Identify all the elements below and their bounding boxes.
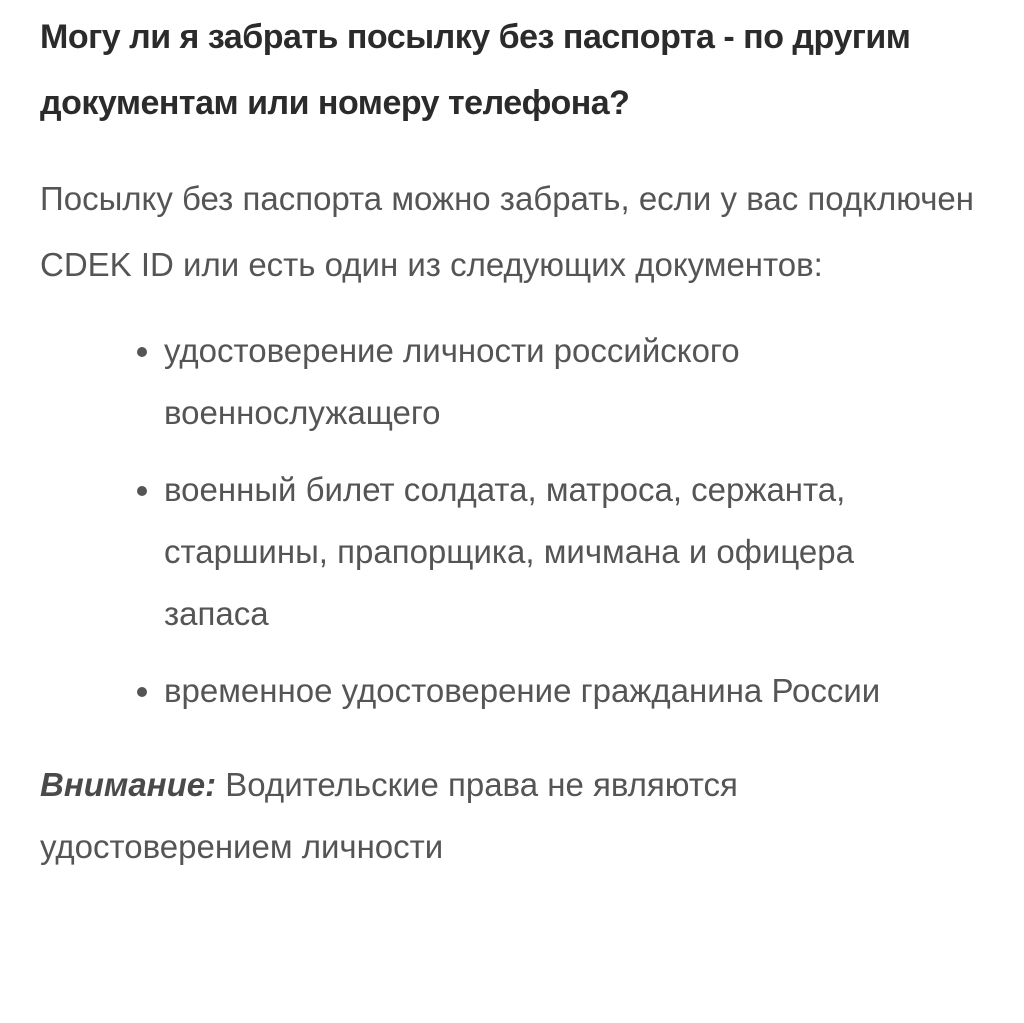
faq-article <box>40 0 1000 878</box>
faq-answer-intro: Посылку без паспорта можно забрать, если у вас подключен CDEK ID или есть один из следующих документов: <box>40 180 974 283</box>
list-item <box>164 459 964 645</box>
list-item <box>164 660 964 722</box>
faq-question-title: Могу ли я забрать посылку без паспорта - по другим документам или номеру телефона? <box>40 18 911 122</box>
documents-list <box>40 320 1000 722</box>
bullet-icon <box>137 687 147 697</box>
attention-label: Внимание: <box>40 766 217 803</box>
attention-note <box>40 754 860 878</box>
list-item-text: военный билет солдата, матроса, сержанта, старшины, прапорщика, мичмана и офицера запаса <box>164 471 854 632</box>
list-item-text: удостоверение личности российского военнослужащего <box>164 332 740 431</box>
bullet-icon <box>137 347 147 357</box>
list-item-text: временное удостоверение гражданина России <box>164 672 881 709</box>
bullet-icon <box>137 486 147 496</box>
list-item <box>164 320 964 444</box>
attention-text: Водительские права не являются удостоверением личности <box>40 766 738 865</box>
